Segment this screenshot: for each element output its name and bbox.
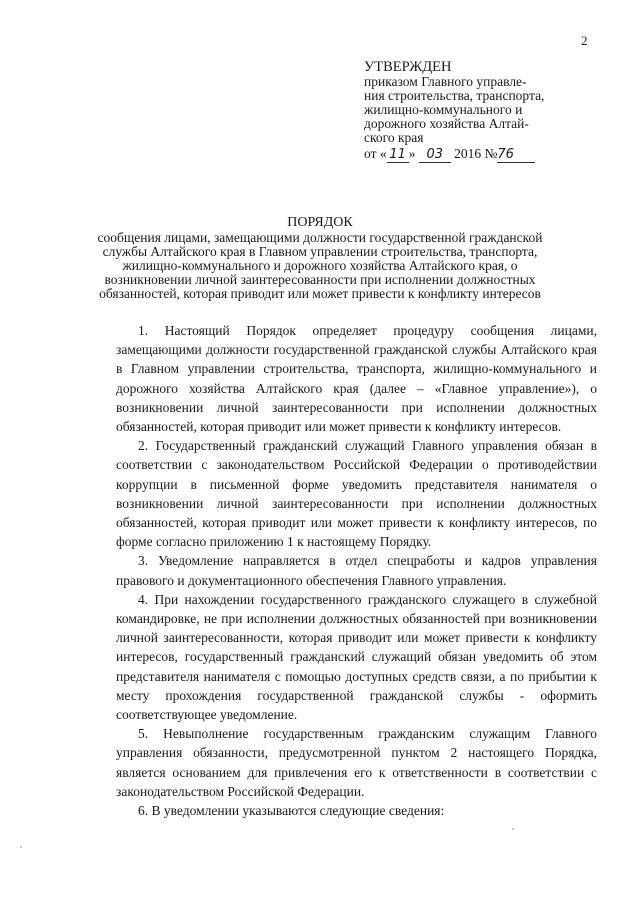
approval-line: жилищно-коммунального и [364,102,523,117]
approval-date-line [364,147,584,163]
heading-line: жилищно-коммунального и дорожного хозяйства Алтайского края, о [122,258,518,273]
approval-line: ского края [364,130,424,145]
heading-line: обязанностей, которая приводит или может привести к конфликту интересов [99,286,541,301]
scan-speck [512,828,514,830]
approval-line: ния строительства, транспорта, [364,88,545,103]
paragraph-4: 4. При нахождении государственного гражданского служащего в служебной командировке, не при исполнении должностных обязанностей при возникновении личной заинтересованности, которая приводит или может привести к конфликту интересов, государственный гражданский служащий обязан уведомить об этом представителя нанимателя с помощью доступных средств связи, а по прибытии к месту прохождения государственной гражданской службы - оформить соответствующее уведомление. [116,591,597,723]
paragraph-1: 1. Настоящий Порядок определяет процедуру сообщения лицами, замещающими должности государственной гражданской службы Алтайского края в Главном управлении строительства, транспорта, жилищно-коммунального и дорожного хозяйства Алтайского края (далее – «Главное управление»), о возникновении личной заинтересованности при исполнении должностных обязанностей, которая приводит или может привести к конфликту интересов. [116,323,597,435]
paragraph-3: 3. Уведомление направляется в отдел спецработы и кадров управления правового и документационного обеспечения Главного управления. [116,553,597,588]
paragraph-5: 5. Невыполнение государственным гражданским служащим Главного управления обязанности, предусмотренной пунктом 2 настоящего Порядка, является основанием для привлечения его к ответственности в соответствии с законодательством Российской Федерации. [116,726,597,799]
handwritten-month: 03 [419,148,451,163]
approval-line: приказом Главного управле- [364,74,527,89]
document-heading [92,216,548,301]
paragraph-2: 2. Государственный гражданский служащий Главного управления обязан в соответствии с законодательством Российской Федерации о противодействии коррупции в письменной форме уведомить представителя нанимателя о возникновении личной заинтересованности при исполнении должностных обязанностей, которая приводит или может привести к конфликту интересов, по форме согласно приложению 1 к настоящему Порядку. [116,438,597,550]
date-prefix: от « [364,146,387,161]
date-mid: » [408,146,416,161]
page-number: 2 [581,33,588,48]
handwritten-order-number: 76 [497,148,535,163]
paragraph-6: 6. В уведомлении указываются следующие сведения: [138,803,445,819]
heading-line: сообщения лицами, замещающими должности государственной гражданской [97,230,543,245]
handwritten-day: 11 [387,148,409,163]
approval-stamp [364,60,584,163]
scan-speck [20,846,22,848]
document-title: ПОРЯДОК [287,215,353,230]
approval-title: УТВЕРЖДЕН [364,59,452,75]
year-text: 2016 № [454,146,498,161]
approval-line: дорожного хозяйства Алтай- [364,116,529,131]
document-body [116,321,597,820]
heading-line: службы Алтайского края в Главном управлении строительства, транспорта, [102,244,538,259]
heading-line: возникновении личной заинтересованности при исполнении должностных [104,272,536,287]
